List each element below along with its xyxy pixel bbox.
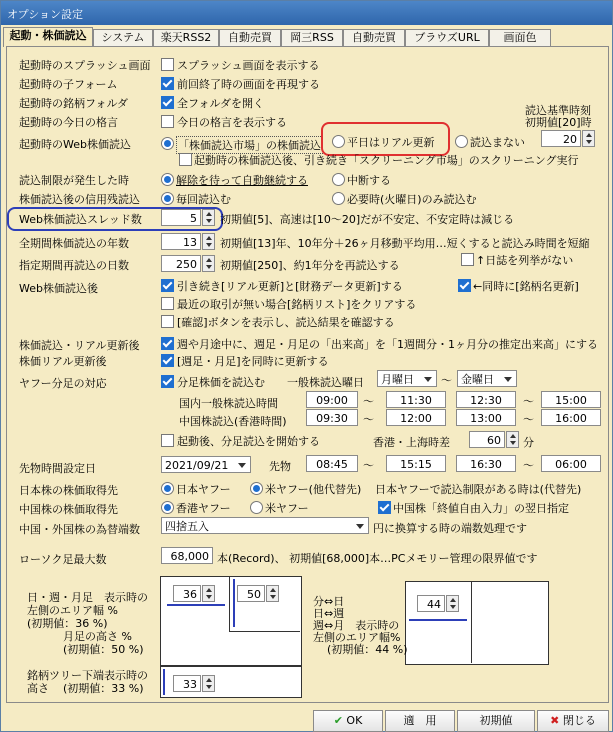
domestic-time-4[interactable]: 15:00 [541, 391, 601, 408]
splash-label: 起動時のスプラッシュ画面 [19, 59, 151, 72]
area1-width-spinner[interactable] [202, 585, 215, 602]
apply-button[interactable]: 適 用 [385, 710, 455, 732]
jp-source-note: 日本ヤフーで読込制限がある時は(代替先) [375, 483, 582, 496]
area3-text-1: 銘柄ツリー下端表示時の [27, 669, 148, 682]
area1-height-input[interactable]: 50 [237, 585, 265, 602]
tab-strip [1, 26, 612, 46]
diary-checkbox[interactable] [461, 253, 474, 266]
tab-screen-color[interactable]: 画面色 [489, 29, 551, 46]
jp-source-label: 日本株の株価取得先 [19, 484, 118, 497]
candles-label: ローソク足最大数 [19, 553, 107, 566]
folder-checkbox[interactable] [161, 96, 174, 109]
realtime-financial-checkbox[interactable] [161, 279, 174, 292]
close-icon: ✖ [550, 714, 560, 727]
close-button-label: 閉じる [562, 714, 596, 727]
area2-width-input[interactable]: 44 [417, 595, 445, 612]
years-spinner[interactable] [202, 233, 215, 250]
web-startup-label: 起動時のWeb株価読込 [19, 138, 131, 151]
ref-time-spinner[interactable] [582, 130, 595, 147]
ref-time-input[interactable]: 20 [541, 130, 581, 147]
us-yahoo-radio[interactable] [250, 501, 263, 514]
area2-width-spinner[interactable] [446, 595, 459, 612]
interrupt-radio-label: 中断する [347, 174, 391, 187]
china-time-2[interactable]: 12:00 [386, 409, 446, 426]
us-yahoo-radio-label: 米ヤフー [265, 502, 309, 515]
area3-text-3: (初期値：33 %) [63, 682, 144, 695]
height-arrow-1 [233, 579, 235, 627]
future-time-3[interactable]: 16:30 [456, 455, 516, 472]
screening-checkbox-label: 起動時の株価読込後、引き続き「スクリーニング市場」のスクリーニング実行 [194, 154, 579, 167]
tab-startup[interactable]: 起動・株価読込 [3, 27, 93, 47]
fx-rounding-select[interactable]: 四捨五入 [161, 517, 369, 534]
preview-2-divider [471, 581, 472, 663]
china-time-label: 中国株読込(香港時間) [179, 415, 287, 428]
splash-checkbox-label: スプラッシュ画面を表示する [177, 59, 320, 72]
folder-label: 起動時の銘柄フォルダ [19, 97, 129, 110]
future-label: 先物時間設定日 [19, 462, 96, 475]
cn-source-label: 中国株の株価取得先 [19, 503, 118, 516]
threads-label: Web株価読込スレッド数 [19, 213, 142, 226]
weekly-monthly-label: [週足・月足]を同時に更新する [177, 355, 329, 368]
area3-text-2: 高さ [27, 682, 49, 695]
diary-checkbox-label: ↑日誌を列挙がない [476, 254, 574, 267]
tab-browse-url[interactable]: ブラウズURL [405, 29, 489, 46]
minute-read-label: 分足株価を読込む [177, 376, 265, 389]
area2-text-5: (初期値：44 %) [327, 643, 408, 656]
estimated-volume-label: 週や月途中に、週足・月足の「出来高」を「1週間分・1ヶ月分の推定出来高」にする [177, 338, 598, 351]
minute-read-checkbox[interactable] [161, 375, 174, 388]
height-arrow-3 [163, 669, 165, 695]
next-day-checkbox[interactable] [378, 501, 391, 514]
candles-note: 本(Record)、 初期値[68,000]本…PCメモリー管理の限界値です [217, 552, 538, 565]
child-form-label: 起動時の子フォーム [19, 78, 118, 91]
tab-rakuten-rss2[interactable]: 楽天RSS2 [153, 29, 219, 46]
title-bar [1, 1, 612, 25]
domestic-time-1[interactable]: 09:00 [306, 391, 358, 408]
threads-input[interactable]: 5 [161, 209, 201, 226]
splash-checkbox[interactable] [161, 58, 174, 71]
screening-checkbox[interactable] [179, 153, 192, 166]
name-update-checkbox[interactable] [458, 279, 471, 292]
years-label: 全期間株価読込の年数 [19, 237, 129, 250]
tuesday-only-radio-label: 必要時(火曜日)のみ読込む [347, 193, 477, 206]
no-read-radio[interactable] [455, 135, 468, 148]
days-spinner[interactable] [202, 255, 215, 272]
fx-note: 円に換算する時の端数処理です [373, 522, 527, 535]
tilde-2: 〜 [523, 395, 534, 408]
estimated-volume-checkbox[interactable] [161, 337, 174, 350]
minute-start-checkbox[interactable] [161, 434, 174, 447]
domestic-time-2[interactable]: 11:30 [386, 391, 446, 408]
tilde-3: 〜 [363, 413, 374, 426]
child-form-checkbox[interactable] [161, 77, 174, 90]
realtime-label-2: 株価リアル更新後 [19, 355, 107, 368]
candles-input[interactable]: 68,000 [161, 547, 213, 564]
minute-start-label: 起動後、分足読込を開始する [177, 435, 320, 448]
weekly-monthly-checkbox[interactable] [161, 354, 174, 367]
years-input[interactable]: 13 [161, 233, 201, 250]
area1-text-3: (初期値：36 %) [27, 617, 108, 630]
clear-list-label: 最近の取引が無い場合[銘柄リスト]をクリアする [177, 298, 417, 311]
yahoo-minute-label: ヤフー分足の対応 [19, 377, 107, 390]
weekday-realtime-radio-label: 平日はリアル更新 [347, 136, 435, 149]
next-day-label: 中国株「終値自由入力」の翌日指定 [393, 502, 569, 515]
area1-width-input[interactable]: 36 [173, 585, 201, 602]
future-time-1[interactable]: 08:45 [306, 455, 358, 472]
tilde-5: 〜 [363, 459, 374, 472]
confirm-button-checkbox[interactable] [161, 315, 174, 328]
tab-system[interactable]: システム [93, 29, 153, 46]
future-time-4[interactable]: 06:00 [541, 455, 601, 472]
area1-text-2: 左側のエリア幅 % [27, 604, 118, 617]
domestic-time-3[interactable]: 12:30 [456, 391, 516, 408]
interrupt-radio[interactable] [332, 173, 345, 186]
china-time-3[interactable]: 13:00 [456, 409, 516, 426]
after-read-label: Web株価読込後 [19, 282, 98, 295]
layout-preview-2 [405, 581, 549, 665]
day-of-week-label: 一般株読込曜日 [287, 376, 364, 389]
weekday-realtime-radio[interactable] [332, 135, 345, 148]
day-from-select[interactable]: 月曜日 [377, 370, 437, 387]
motto-label: 起動時の今日の格言 [19, 116, 118, 129]
area3-height-spinner[interactable] [202, 675, 215, 692]
limit-label: 読込制限が発生した時 [19, 174, 129, 187]
window-title: オプション設定 [7, 8, 84, 21]
area1-text-4: 月足の高さ % [63, 630, 132, 643]
domestic-time-label: 国内一般株読込時間 [179, 397, 278, 410]
child-form-checkbox-label: 前回終了時の画面を再現する [177, 78, 320, 91]
market-read-radio[interactable] [161, 137, 174, 150]
area1-text-5: (初期値：50 %) [63, 643, 144, 656]
area2-text-3: 週⇔月 表示時の [313, 619, 400, 632]
day-to-select[interactable]: 金曜日 [457, 370, 517, 387]
auto-continue-radio-label: 解除を待って自動継続する [176, 174, 308, 187]
time-diff-unit: 分 [523, 436, 534, 449]
ref-time-default: 初期値[20]時 [525, 116, 592, 129]
tab-auto-trade-2[interactable]: 自動売買 [343, 29, 405, 46]
tilde-4: 〜 [523, 413, 534, 426]
check-icon: ✔ [333, 714, 343, 727]
preview-1-hline [229, 631, 300, 632]
future-label-2: 先物 [269, 460, 291, 473]
china-time-4[interactable]: 16:00 [541, 409, 601, 426]
us-yahoo-alt-radio[interactable] [250, 482, 263, 495]
motto-checkbox[interactable] [161, 115, 174, 128]
ok-button-label: OK [346, 714, 363, 727]
china-time-1[interactable]: 09:30 [306, 409, 358, 426]
tilde-1: 〜 [363, 395, 374, 408]
area1-height-spinner[interactable] [266, 585, 279, 602]
jp-yahoo-radio-label: 日本ヤフー [176, 483, 231, 496]
no-read-radio-label: 読込まない [470, 136, 525, 149]
ok-button[interactable] [313, 710, 383, 732]
hk-yahoo-radio-label: 香港ヤフー [176, 502, 231, 515]
every-time-radio[interactable] [161, 192, 174, 205]
folder-checkbox-label: 全フォルダを開く [177, 97, 265, 110]
area1-text-1: 日・週・月足 表示時の [27, 591, 148, 604]
market-read-radio-label: 「株価読込市場」の株価読込 [176, 136, 323, 154]
motto-checkbox-label: 今日の格言を表示する [177, 116, 287, 129]
time-diff-input[interactable]: 60 [469, 431, 505, 448]
confirm-button-label: [確認]ボタンを表示し、読込結果を確認する [177, 316, 395, 329]
area3-height-input[interactable]: 33 [173, 675, 201, 692]
ref-time-label: 読込基準時刻 [525, 104, 591, 117]
tab-okasan-rss[interactable]: 岡三RSS [281, 29, 343, 46]
tilde-6: 〜 [523, 459, 534, 472]
area2-text-1: 分⇔日 [313, 595, 345, 608]
tuesday-only-radio[interactable] [332, 192, 345, 205]
realtime-financial-label: 引き続き[リアル更新]と[財務データ更新]する [177, 280, 403, 293]
preview-1-divider [229, 576, 230, 632]
width-arrow-2 [409, 619, 467, 621]
margin-label: 株価読込後の信用残読込 [19, 193, 140, 206]
hk-yahoo-radio[interactable] [161, 501, 174, 514]
fx-label: 中国・外国株の為替端数 [19, 523, 140, 536]
every-time-radio-label: 毎回読込む [176, 193, 231, 206]
days-label: 指定期間再読込の日数 [19, 259, 129, 272]
clear-list-checkbox[interactable] [161, 297, 174, 310]
time-diff-spinner[interactable] [506, 431, 519, 448]
default-button[interactable]: 初期値 [457, 710, 535, 732]
width-arrow-1 [167, 604, 225, 606]
tab-auto-trade-1[interactable]: 自動売買 [219, 29, 281, 46]
auto-continue-radio[interactable] [161, 173, 174, 186]
area2-text-2: 日⇔週 [313, 607, 345, 620]
area2-text-4: 左側のエリア幅% [313, 631, 401, 644]
days-input[interactable]: 250 [161, 255, 201, 272]
days-note: 初期値[250]、約1年分を再読込する [220, 259, 400, 272]
close-button[interactable] [537, 710, 609, 732]
future-date-picker[interactable]: 2021/09/21 [161, 456, 251, 473]
realtime-label-1: 株価読込・リアル更新後 [19, 339, 140, 352]
day-tilde: 〜 [441, 374, 452, 387]
future-time-2[interactable]: 15:15 [386, 455, 446, 472]
time-diff-label: 香港・上海時差 [373, 436, 450, 449]
years-note: 初期値[13]年、10年分＋26ヶ月移動平均用…短くすると読込み時間を短縮 [220, 237, 590, 250]
threads-note: 初期値[5]、高速は[10〜20]だが不安定、不安定時は減じる [220, 213, 515, 226]
jp-yahoo-radio[interactable] [161, 482, 174, 495]
name-update-label: ←同時に[銘柄名更新] [473, 280, 579, 293]
threads-spinner[interactable] [202, 209, 215, 226]
us-yahoo-alt-radio-label: 米ヤフー(他代替先) [265, 483, 362, 496]
